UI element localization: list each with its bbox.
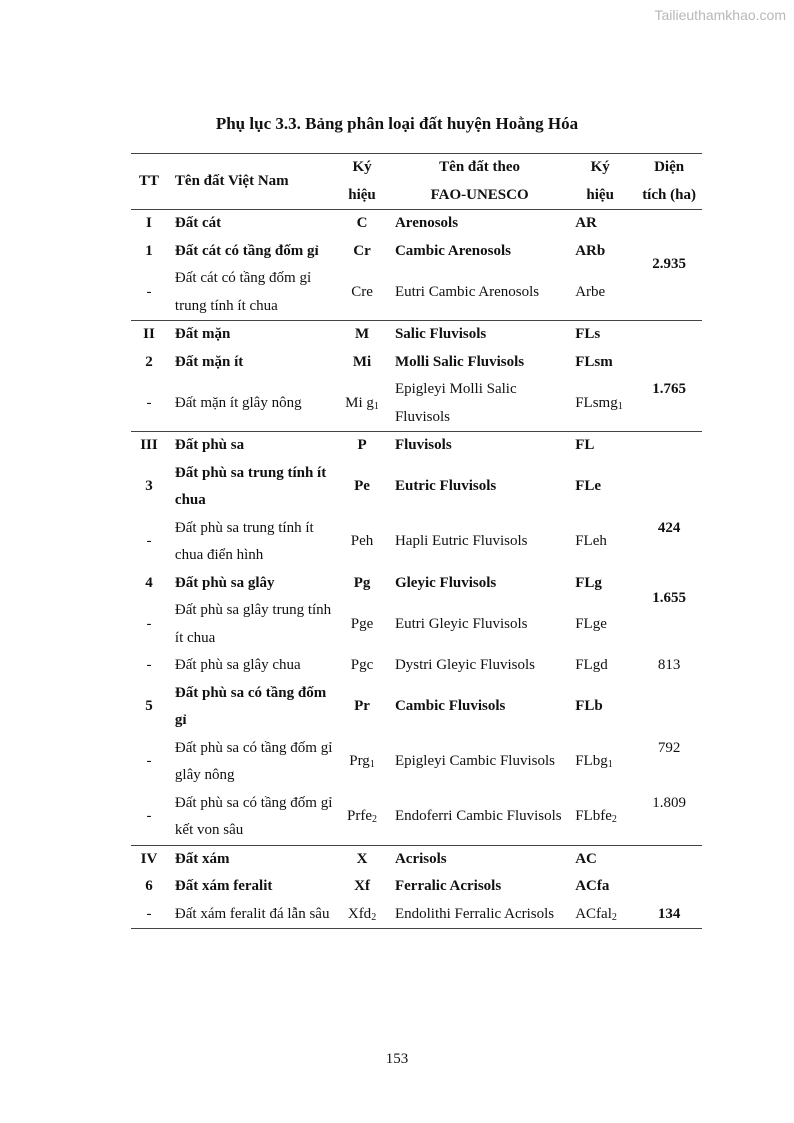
table-row: 5 Đất phù sa có tầng đốm gỉ Pr Cambic Fluvisols FLb [145, 684, 603, 728]
header-row [131, 154, 702, 210]
table-row: 6 Đất xám feralit Xf Ferralic Acrisols ACfa [145, 878, 610, 894]
table-row: - Đất xám feralit đá lẫn sâu Xfd$_2$ Endolithi Ferralic Acrisols ACfal$_2$ [146, 905, 617, 923]
group-fluvisols [131, 432, 702, 846]
area-value: 792 [657, 739, 681, 756]
header-symbol: Ký hiệu [348, 159, 376, 203]
area-value: 424 [657, 519, 681, 536]
table-row: 3 Đất phù sa trung tính ít chua Pe Eutric Fluvisols FLe 424 [131, 460, 702, 515]
table-row: 1 Đất cát có tầng đốm gỉ Cr Cambic Arenosols ARb [145, 242, 606, 259]
table-row: - Đất phù sa glây chua Pgc Dystri Gleyic Fluvisols FLgd 813 [131, 652, 702, 680]
area-value: 1.655 [652, 589, 686, 606]
area-value: 2.935 [652, 256, 686, 273]
table-row: - Đất phù sa có tầng đốm gỉ glây nông Prg$_1$ Epigleyi Cambic Fluvisols FLbg$_1$ 792 [131, 735, 702, 790]
table-row: IV Đất xám X Acrisols AC 134 [131, 845, 702, 873]
header-tt: TT [138, 172, 159, 189]
page-title: Phụ lục 3.3. Bảng phân loại đất huyện Hoằng Hóa [215, 114, 579, 133]
table-row: 4 Đất phù sa glây Pg Gleyic Fluvisols FLg 1.655 [131, 570, 702, 598]
group-arenosols [131, 210, 702, 321]
soil-classification-table [131, 153, 702, 929]
table-row: - Đất mặn ít glây nông Mi $g_1$ Epigleyi Molli Salic Fluvisols FLsmg$_1$ [146, 381, 623, 425]
area-value: 813 [657, 657, 681, 673]
area-value: 134 [657, 905, 681, 922]
group-acrisols [131, 845, 702, 929]
watermark: Tailieuthamkhao.com [654, 7, 786, 23]
header-fao-symbol: Ký hiệu [586, 159, 614, 203]
area-value: 1.809 [652, 794, 686, 811]
header-area: Diện tích (ha) [642, 159, 696, 203]
table-row: II Đất mặn M Salic Fluvisols FLs 1.765 [131, 321, 702, 349]
header-fao-name: Tên đất theo FAO-UNESCO [430, 159, 529, 203]
table-row: - Đất phù sa glây trung tính ít chua Pge Eutri Gleyic Fluvisols FLge [146, 602, 607, 646]
header-name: Tên đất Việt Nam [174, 172, 289, 189]
table-row: 2 Đất mặn ít Mi Molli Salic Fluvisols FLsm [145, 353, 613, 370]
table-row: - Đất phù sa có tầng đốm gỉ kết von sâu Prfe$_2$ Endoferri Cambic Fluvisols FLbfe$_2$ 1.809 [131, 790, 702, 846]
table-row: III Đất phù sa P Fluvisols FL [140, 437, 595, 453]
page-number: 153 [385, 1051, 409, 1067]
table-row: I Đất cát C Arenosols AR 2.935 [131, 210, 702, 238]
table-row: - Đất cát có tầng đốm gỉ trung tính ít chua Cre Eutri Cambic Arenosols Arbe [146, 270, 606, 314]
area-value: 1.765 [652, 381, 686, 397]
table-row: - Đất phù sa trung tính ít chua điển hình Peh Hapli Eutric Fluvisols FLeh [146, 519, 607, 563]
group-salic [131, 321, 702, 432]
